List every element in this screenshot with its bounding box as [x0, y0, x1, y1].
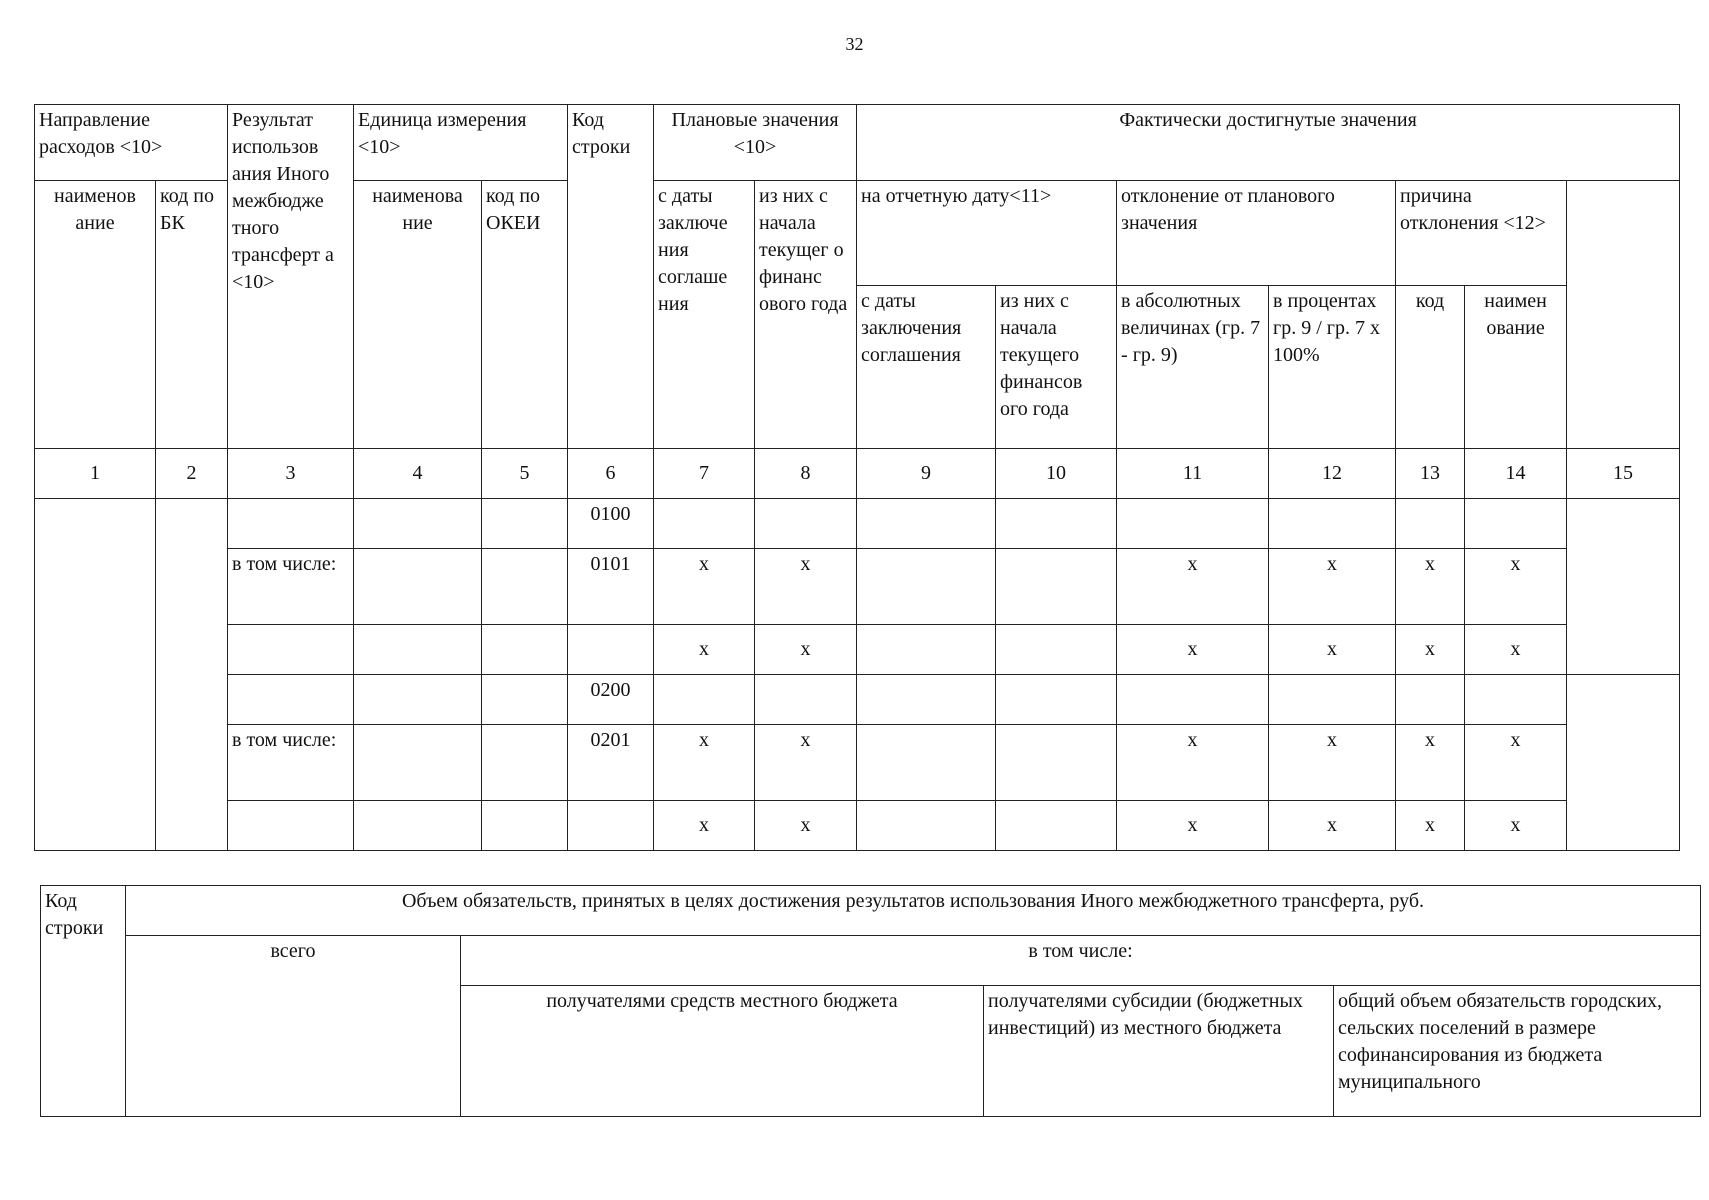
cell-col9	[857, 801, 996, 851]
result-cell	[228, 675, 354, 725]
column-number: 11	[1117, 449, 1269, 499]
cell-col9	[857, 675, 996, 725]
unit-name-cell	[354, 499, 482, 549]
cell-col11: х	[1117, 725, 1269, 801]
table-row	[35, 499, 1680, 549]
unit-code-cell	[482, 625, 568, 675]
cell-col7: х	[654, 549, 755, 625]
column-number: 12	[1269, 449, 1396, 499]
cell-col10	[996, 499, 1117, 549]
result-cell	[228, 801, 354, 851]
cell-col10	[996, 675, 1117, 725]
column-numbers-row	[35, 449, 1680, 499]
header-unit-code: код по ОКЕИ	[482, 181, 568, 449]
cell-col12	[1269, 499, 1396, 549]
row-code-cell: 0200	[568, 675, 654, 725]
unit-name-cell	[354, 625, 482, 675]
header-reason-code: код	[1396, 286, 1465, 449]
unit-name-cell	[354, 549, 482, 625]
header-total: всего	[126, 936, 461, 1117]
header-subsidy-recipients: получателями субсидии (бюджетных инвестиций) из местного бюджета	[984, 986, 1334, 1117]
cell-col13: х	[1396, 801, 1465, 851]
cell-col8: х	[755, 725, 857, 801]
cofinancing-cell	[1567, 675, 1680, 851]
header-expense-direction: Направление расходов <10>	[35, 105, 228, 181]
header-including: в том числе:	[461, 936, 1701, 986]
column-number: 3	[228, 449, 354, 499]
cell-col10	[996, 725, 1117, 801]
header-row-code: Код строки	[568, 105, 654, 449]
cell-col10	[996, 625, 1117, 675]
header-plan-from-agreement: с даты заключе ния соглаше ния	[654, 181, 755, 449]
header-direction-code: код по БК	[156, 181, 228, 449]
cell-col13: х	[1396, 725, 1465, 801]
cell-col14: х	[1465, 549, 1567, 625]
header-planned-values: Плановые значения <10>	[654, 105, 857, 181]
direction-name-cell	[35, 499, 156, 851]
cell-col7: х	[654, 725, 755, 801]
column-number: 1	[35, 449, 156, 499]
cell-col14	[1465, 499, 1567, 549]
unit-name-cell	[354, 801, 482, 851]
unit-code-cell	[482, 725, 568, 801]
cell-col8	[755, 499, 857, 549]
table-row	[35, 549, 1680, 625]
cell-col7: х	[654, 801, 755, 851]
result-cell	[228, 625, 354, 675]
row-code-cell	[568, 625, 654, 675]
header-unit-name: наименова ние	[354, 181, 482, 449]
header-direction-name: наименов ание	[35, 181, 156, 449]
cell-col9	[857, 499, 996, 549]
header-settlements-obligations: общий объем обязательств городских, сельских поселений в размере софинансирования из бюджета муниципального	[1334, 986, 1701, 1117]
cell-col13: х	[1396, 625, 1465, 675]
cell-col11	[1117, 675, 1269, 725]
cell-col11	[1117, 499, 1269, 549]
header-obligations-title: Объем обязательств, принятых в целях достижения результатов использования Иного межбюджетного трансферта, руб.	[126, 886, 1701, 936]
result-cell: в том числе:	[228, 725, 354, 801]
header-local-budget-recipients: получателями средств местного бюджета	[461, 986, 984, 1117]
direction-code-cell	[156, 499, 228, 851]
cell-col9	[857, 625, 996, 675]
row-code-cell: 0101	[568, 549, 654, 625]
cell-col12: х	[1269, 801, 1396, 851]
cell-col14: х	[1465, 625, 1567, 675]
header-fact-from-agreement: с даты заключения соглашения	[857, 286, 996, 449]
header-reason-name: наимен ование	[1465, 286, 1567, 449]
header-deviation-absolute: в абсолютных величинах (гр. 7 - гр. 9)	[1117, 286, 1269, 449]
column-number: 6	[568, 449, 654, 499]
column-number: 10	[996, 449, 1117, 499]
header-deviation-percent: в процентах гр. 9 / гр. 7 х 100%	[1269, 286, 1396, 449]
row-code-cell: 0201	[568, 725, 654, 801]
header-actual-values: Фактически достигнутые значения	[857, 105, 1680, 181]
cell-col13	[1396, 675, 1465, 725]
column-number: 13	[1396, 449, 1465, 499]
cell-col10	[996, 549, 1117, 625]
cell-col7: х	[654, 625, 755, 675]
result-cell: в том числе:	[228, 549, 354, 625]
column-number: 15	[1567, 449, 1680, 499]
cell-col8	[755, 675, 857, 725]
table-row	[35, 801, 1680, 851]
row-code-cell: 0100	[568, 499, 654, 549]
page-number: 32	[845, 34, 864, 54]
cell-col11: х	[1117, 801, 1269, 851]
result-cell	[228, 499, 354, 549]
header-row-code: Код строки	[41, 886, 126, 1117]
unit-name-cell	[354, 725, 482, 801]
obligations-table	[40, 885, 1701, 1117]
cell-col13: х	[1396, 549, 1465, 625]
unit-code-cell	[482, 499, 568, 549]
header-deviation: отклонение от планового значения	[1117, 181, 1396, 286]
unit-code-cell	[482, 675, 568, 725]
table-row	[35, 675, 1680, 725]
header-result: Результат использов ания Иного межбюдже тного трансферт а <10>	[228, 105, 354, 449]
column-number: 8	[755, 449, 857, 499]
cell-col14: х	[1465, 725, 1567, 801]
table-row	[35, 725, 1680, 801]
results-table	[34, 104, 1680, 851]
cell-col13	[1396, 499, 1465, 549]
column-number: 7	[654, 449, 755, 499]
cell-col12	[1269, 675, 1396, 725]
unit-code-cell	[482, 801, 568, 851]
header-deviation-reason: причина отклонения <12>	[1396, 181, 1567, 286]
cell-col11: х	[1117, 625, 1269, 675]
cofinancing-cell	[1567, 499, 1680, 675]
cell-col9	[857, 549, 996, 625]
table-row	[35, 625, 1680, 675]
cell-col7	[654, 499, 755, 549]
cell-col8: х	[755, 801, 857, 851]
row-code-cell	[568, 801, 654, 851]
cell-col8: х	[755, 625, 857, 675]
header-fact-from-year: из них с начала текущего финансов ого года	[996, 286, 1117, 449]
cell-col8: х	[755, 549, 857, 625]
column-number: 2	[156, 449, 228, 499]
cell-col7	[654, 675, 755, 725]
cell-col12: х	[1269, 625, 1396, 675]
cell-col11: х	[1117, 549, 1269, 625]
unit-code-cell	[482, 549, 568, 625]
column-number: 5	[482, 449, 568, 499]
header-reporting-date: на отчетную дату<11>	[857, 181, 1117, 286]
column-number: 14	[1465, 449, 1567, 499]
column-number: 4	[354, 449, 482, 499]
cell-col12: х	[1269, 549, 1396, 625]
header-plan-from-year: из них с начала текущег о финанс ового года	[755, 181, 857, 449]
cell-col14	[1465, 675, 1567, 725]
cell-col12: х	[1269, 725, 1396, 801]
cell-col10	[996, 801, 1117, 851]
unit-name-cell	[354, 675, 482, 725]
column-number: 9	[857, 449, 996, 499]
cell-col14: х	[1465, 801, 1567, 851]
header-unit: Единица измерения <10>	[354, 105, 568, 181]
cell-col9	[857, 725, 996, 801]
